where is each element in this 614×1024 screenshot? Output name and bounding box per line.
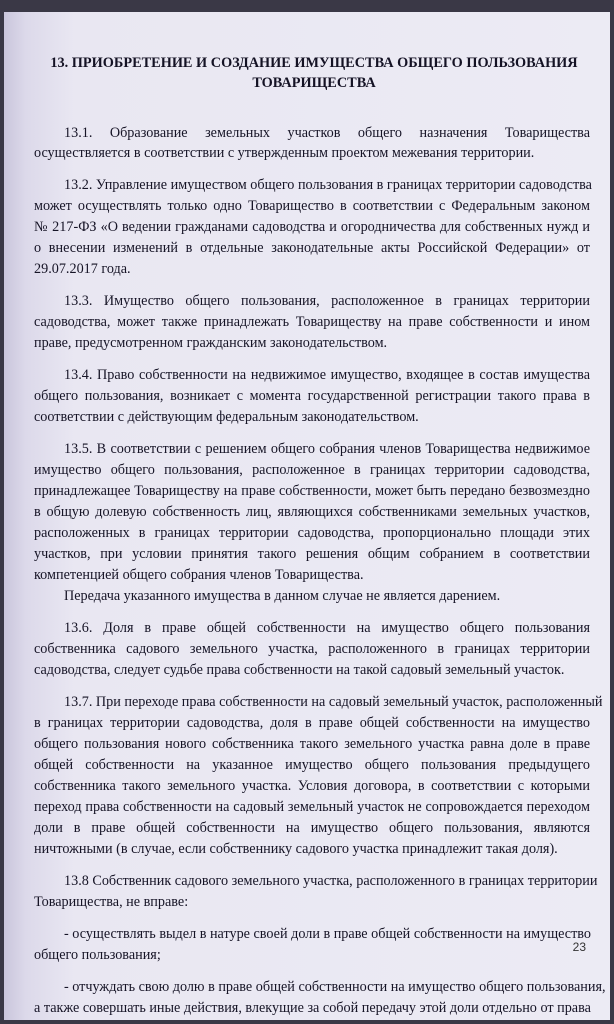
section-title: 13. ПРИОБРЕТЕНИЕ И СОЗДАНИЕ ИМУЩЕСТВА ОБЩЕГО ПОЛЬЗОВАНИЯ ТОВАРИЩЕСТВА <box>50 55 578 91</box>
text-line: доли в праве общей собственности на имущество общего пользования, являются <box>34 820 590 836</box>
text-line: общего пользования, возникает с момента государственной регистрации такого права в <box>34 388 590 404</box>
text-line: собственника садового земельного участка, расположенного в границах территории <box>34 641 590 657</box>
text-line: садоводства, может также принадлежать Товариществу на праве собственности и ином <box>34 314 590 330</box>
text-line: Товарищества, не вправе: <box>34 894 189 910</box>
text-line: 13.1. Образование земельных участков общего назначения Товарищества <box>64 125 590 141</box>
text-line: а также совершать иные действия, влекущие за собой передачу этой доли отдельно от права <box>34 1000 591 1016</box>
text-line: компетенцией общего собрания членов Товарищества. <box>34 567 364 583</box>
text-line: о внесении изменений в отдельные законодательные акты Российской Федерации» от <box>34 240 590 256</box>
text-line: праве, предусмотренном гражданским законодательством. <box>34 335 388 351</box>
text-line: 13.3. Имущество общего пользования, расположенное в границах территории <box>64 293 590 309</box>
text-line: - осуществлять выдел в натуре своей доли в праве общей собственности на имущество <box>64 926 591 942</box>
page-number: 23 <box>572 940 586 954</box>
text-line: 13.2. Управление имуществом общего пользования в границах территории садоводства <box>64 177 592 193</box>
text-line: - отчуждать свою долю в праве общей собственности на имущество общего пользования, <box>64 979 606 995</box>
text-line: переход права собственности на садовый земельный участок не сопровождается переходом <box>34 799 590 815</box>
text-line: собственника такого земельного участка. Условия договора, в соответствии с которыми <box>34 778 590 794</box>
text-line: расположенных в границах территории садоводства, пропорционально площади этих <box>34 525 590 541</box>
text-line: принадлежащее Товариществу на праве собственности, может быть передано безвозмездно <box>34 483 590 499</box>
text-line: Передача указанного имущества в данном случае не является дарением. <box>64 588 501 604</box>
text-line: общего пользования; <box>34 947 161 963</box>
text-line: ничтожными (в случае, если собственнику садового участка принадлежит такая доля). <box>34 841 558 857</box>
text-line: 13.4. Право собственности на недвижимое имущество, входящее в состав имущества <box>64 367 590 383</box>
text-line: общего пользования нового собственника такого земельного участка равна доле в праве <box>34 736 590 752</box>
text-line: № 217-ФЗ «О ведении гражданами садоводства и огородничества для собственных нужд и <box>34 219 590 235</box>
text-line: в общую долевую собственность лиц, являющихся собственниками земельных участков, <box>34 504 590 520</box>
text-line: осуществляется в соответствии с утвержденным проектом межевания территории. <box>34 145 535 161</box>
text-line: может осуществлять только одно Товарищество в соответствии с Федеральным законом <box>34 198 590 214</box>
document-page <box>4 12 610 1020</box>
text-line: имущество общего пользования, расположенное в границах территории садоводства, <box>34 462 590 478</box>
text-line: общей собственности на указанное имущество общего пользования предыдущего <box>34 757 590 773</box>
text-line: садоводства, следует судьбе права собственности на такой садовый земельный участок. <box>34 662 565 678</box>
text-line: 13.8 Собственник садового земельного участка, расположенного в границах территории <box>64 873 598 889</box>
text-line: соответствии с действующим федеральным законодательством. <box>34 409 419 425</box>
text-line: участков, при условии принятия такого решения общим собранием в соответствии <box>34 546 590 562</box>
text-line: в границах территории садоводства, доля в праве общей собственности на имущество <box>34 715 590 731</box>
text-line: 13.7. При переходе права собственности на садовый земельный участок, расположенный <box>64 694 603 710</box>
text-line: 13.5. В соответствии с решением общего собрания членов Товарищества недвижимое <box>64 441 590 457</box>
text-line: 13.6. Доля в праве общей собственности на имущество общего пользования <box>64 620 590 636</box>
text-line: 29.07.2017 года. <box>34 261 131 277</box>
